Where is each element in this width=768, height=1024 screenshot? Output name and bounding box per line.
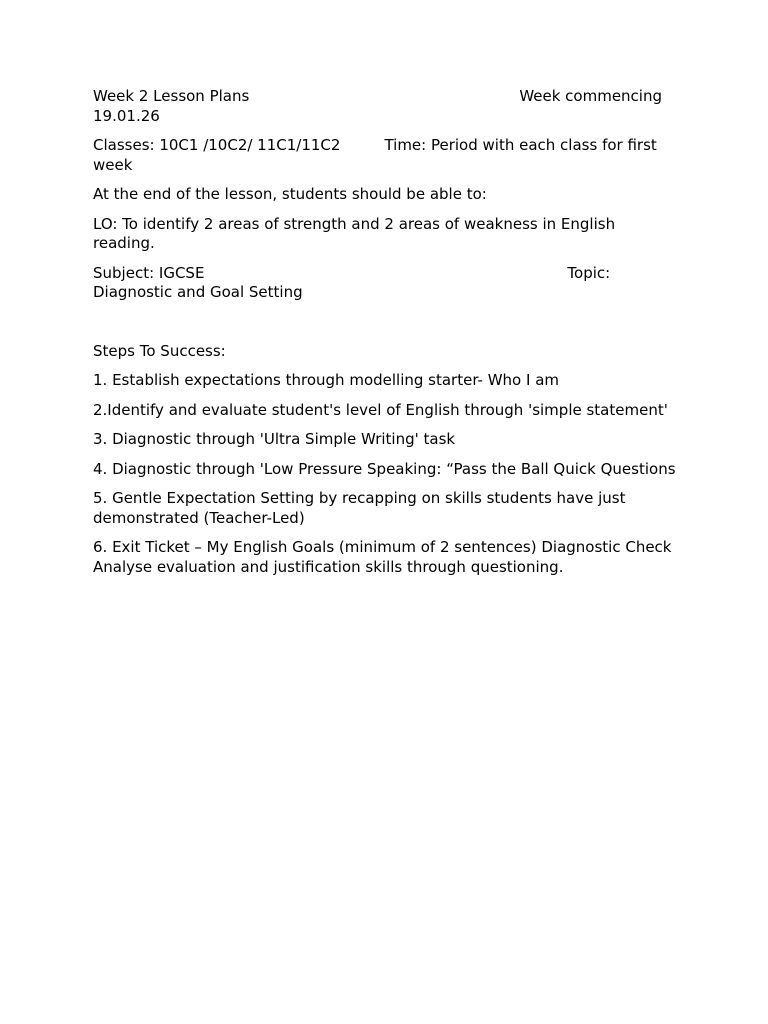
- step-item-6: 6. Exit Ticket – My English Goals (minimum of 2 sentences) Diagnostic Check Analyse evaluation and justification skills through questioning.: [93, 538, 672, 576]
- classes-label: Classes: 10C1 /10C2/ 11C1/11C2: [93, 136, 341, 154]
- subject-label: Subject: IGCSE: [93, 263, 205, 282]
- step-item-4: 4. Diagnostic through 'Low Pressure Speaking: “Pass the Ball Quick Questions: [93, 459, 676, 478]
- document-page: [93, 87, 679, 587]
- week-commencing-label: Week commencing: [519, 87, 663, 105]
- intro-text: At the end of the lesson, students should be able to:: [93, 185, 487, 203]
- spacer: [93, 313, 679, 342]
- step-item-5: 5. Gentle Expectation Setting by recapping on skills students have just demonstrated (Teacher-Led): [93, 489, 626, 527]
- document-title: Week 2 Lesson Plans: [93, 87, 250, 105]
- subject-line: [93, 264, 679, 303]
- time-label: Time: Period with each class for first week: [93, 136, 657, 174]
- week-commencing-date: 19.01.26: [93, 106, 160, 125]
- classes-line: [93, 136, 679, 175]
- header-line: [93, 87, 679, 126]
- steps-heading: Steps To Success:: [93, 341, 226, 360]
- step-item-1: 1. Establish expectations through modelling starter- Who I am: [93, 371, 559, 389]
- learning-objective: LO: To identify 2 areas of strength and 2 areas of weakness in English reading.: [93, 214, 616, 252]
- step-item-2: 2.Identify and evaluate student's level of English through 'simple statement': [93, 400, 668, 419]
- step-item-3: 3. Diagnostic through 'Ultra Simple Writing' task: [93, 430, 456, 448]
- topic-label: Topic:: [567, 263, 611, 282]
- topic-value: Diagnostic and Goal Setting: [93, 283, 303, 301]
